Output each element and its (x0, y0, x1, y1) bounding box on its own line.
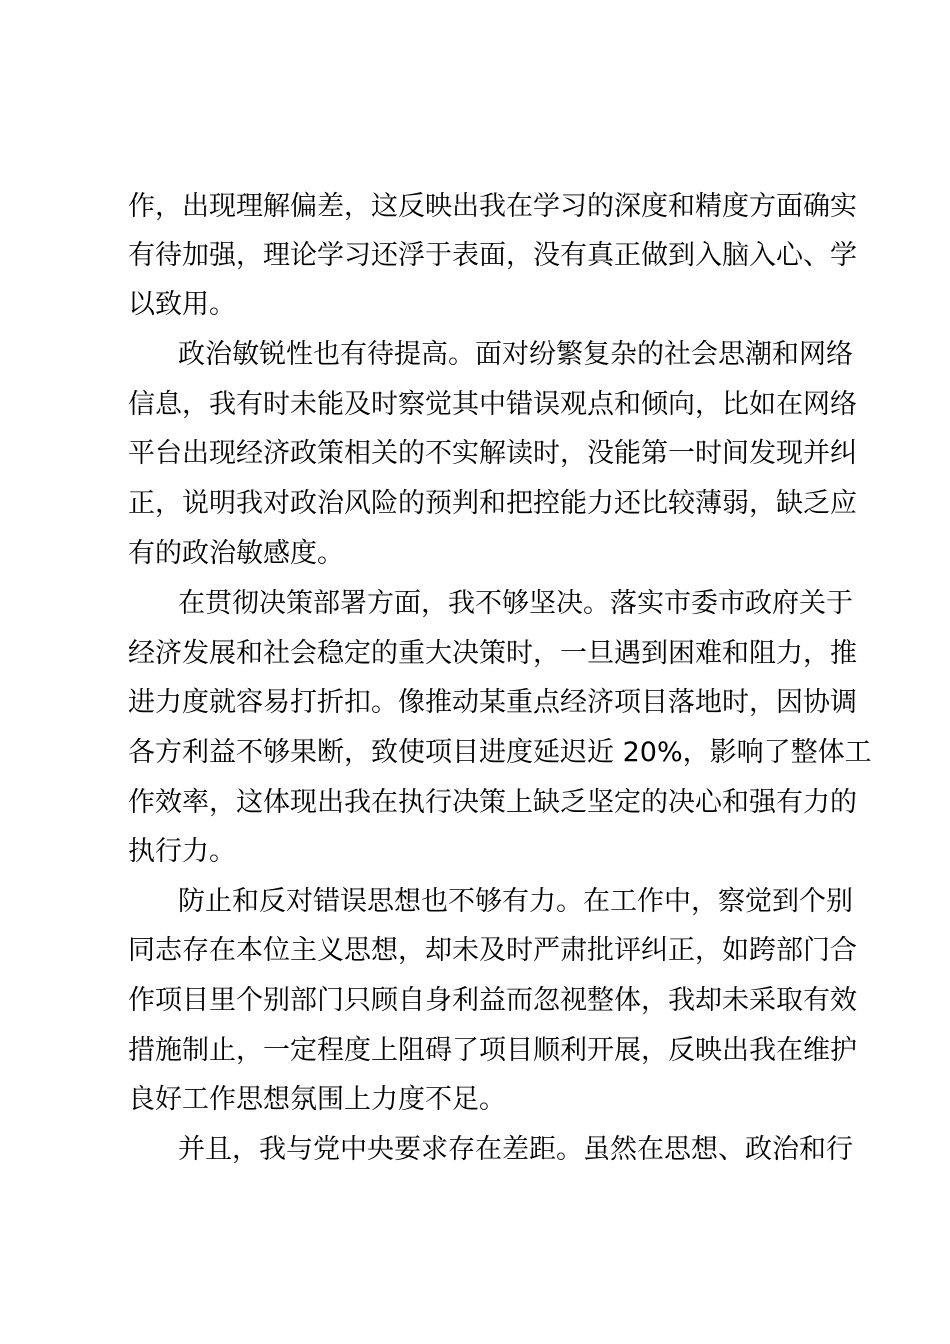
text-line: 以致用。 (128, 289, 236, 320)
paragraph-first-line: 防止和反对错误思想也不够有力。在工作中，察觉到个别 (178, 886, 853, 917)
text-line: 有待加强，理论学习还浮于表面，没有真正做到入脑入心、学 (128, 240, 857, 271)
text-line: 平台出现经济政策相关的不实解读时，没能第一时间发现并纠 (128, 438, 857, 469)
text-line: 各方利益不够果断，致使项目进度延迟近 20%，影响了整体工 (128, 737, 872, 768)
paragraph-first-line: 政治敏锐性也有待提高。面对纷繁复杂的社会思潮和网络 (178, 339, 853, 370)
text-line: 执行力。 (128, 836, 236, 867)
text-line: 作项目里个别部门只顾自身利益而忽视整体，我却未采取有效 (128, 985, 857, 1016)
text-line: 良好工作思想氛围上力度不足。 (128, 1084, 506, 1115)
text-line: 正，说明我对政治风险的预判和把控能力还比较薄弱，缺乏应 (128, 488, 857, 519)
text-line: 作效率，这体现出我在执行决策上缺乏坚定的决心和强有力的 (128, 787, 857, 818)
paragraph-first-line: 并且，我与党中央要求存在差距。虽然在思想、政治和行 (178, 1134, 853, 1165)
text-line: 信息，我有时未能及时察觉其中错误观点和倾向，比如在网络 (128, 389, 857, 420)
text-line: 作，出现理解偏差，这反映出我在学习的深度和精度方面确实 (128, 191, 857, 222)
text-line: 经济发展和社会稳定的重大决策时，一旦遇到困难和阻力，推 (128, 638, 857, 669)
paragraph-first-line: 在贯彻决策部署方面，我不够坚决。落实市委市政府关于 (178, 588, 853, 619)
text-line: 有的政治敏感度。 (128, 538, 344, 569)
text-line: 同志存在本位主义思想，却未及时严肃批评纠正，如跨部门合 (128, 935, 857, 966)
text-line: 措施制止，一定程度上阻碍了项目顺利开展，反映出我在维护 (128, 1035, 857, 1066)
text-line: 进力度就容易打折扣。像推动某重点经济项目落地时，因协调 (128, 687, 857, 718)
